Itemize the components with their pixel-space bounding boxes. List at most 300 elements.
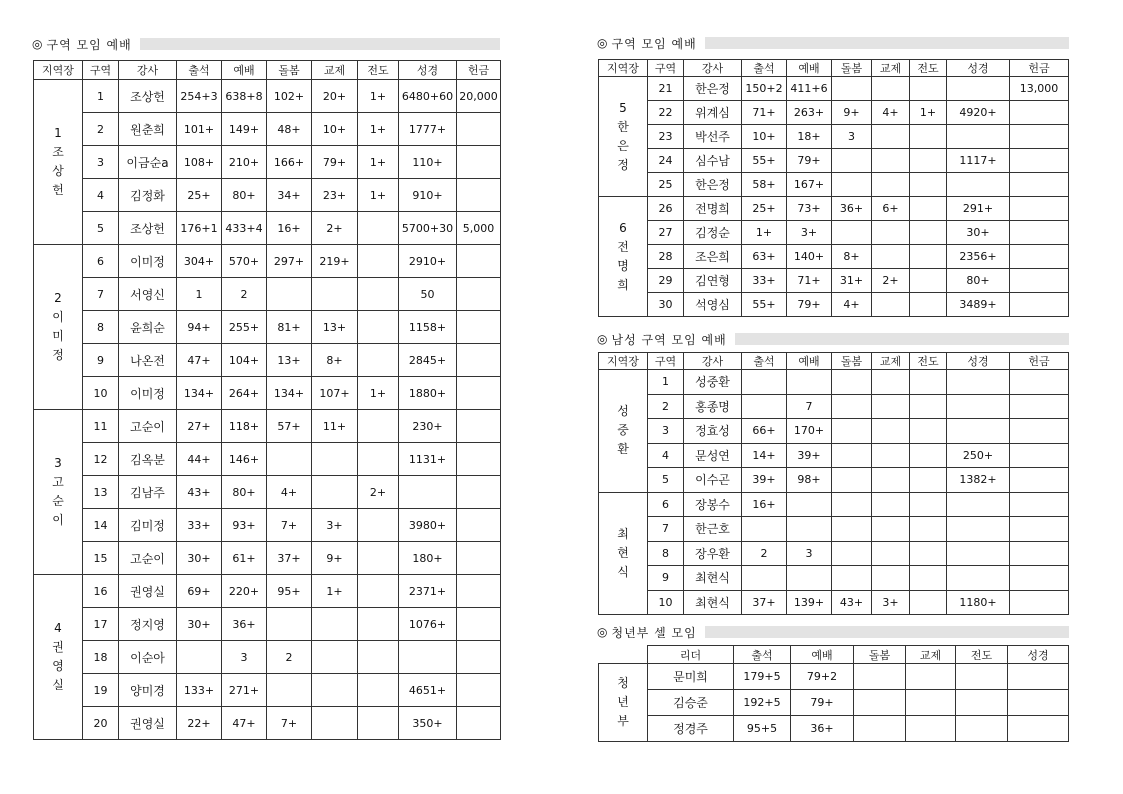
value-cell: [832, 173, 872, 197]
value-cell: 71+: [787, 269, 832, 293]
left-section-title: 구역 모임 예배: [46, 37, 132, 52]
value-cell: 230+: [399, 410, 457, 443]
district-cell: 14: [83, 509, 119, 542]
value-cell: [358, 443, 399, 476]
youth-section-header: [597, 625, 1069, 639]
district-cell: 18: [83, 641, 119, 674]
value-cell: 133+: [177, 674, 222, 707]
column-header: 헌금: [1010, 353, 1069, 370]
value-cell: 254+3: [177, 80, 222, 113]
district-cell: 25: [648, 173, 684, 197]
value-cell: 3980+: [399, 509, 457, 542]
region-label-char: 상: [52, 164, 64, 178]
value-cell: 134+: [177, 377, 222, 410]
table-row: [599, 370, 1069, 395]
men-section: [597, 332, 1069, 346]
value-cell: [910, 492, 947, 517]
district-cell: 5: [83, 212, 119, 245]
value-cell: 210+: [222, 146, 267, 179]
value-cell: [457, 443, 501, 476]
value-cell: [399, 641, 457, 674]
table-row: [599, 394, 1069, 419]
table-row: [34, 344, 501, 377]
men-table: [598, 352, 1069, 615]
value-cell: 4920+: [947, 101, 1010, 125]
table-row: [599, 541, 1069, 566]
leader-name-cell: 이미정: [119, 377, 177, 410]
value-cell: 39+: [787, 443, 832, 468]
value-cell: 63+: [742, 245, 787, 269]
region-label-char: 중: [617, 423, 629, 438]
youth-table: [598, 645, 1069, 742]
value-cell: [872, 293, 910, 317]
value-cell: 25+: [742, 197, 787, 221]
leader-name-cell: 문미희: [648, 664, 734, 690]
value-cell: 7+: [267, 509, 312, 542]
value-cell: 9+: [832, 101, 872, 125]
value-cell: 98+: [787, 468, 832, 493]
value-cell: 37+: [742, 590, 787, 615]
table-row: [34, 542, 501, 575]
value-cell: [947, 517, 1010, 542]
value-cell: [910, 293, 947, 317]
district-cell: 26: [648, 197, 684, 221]
leader-name-cell: 한은정: [684, 77, 742, 101]
value-cell: [457, 707, 501, 740]
column-header: 구역: [83, 61, 119, 80]
table-row: [599, 517, 1069, 542]
region-label-char: 년: [617, 695, 629, 709]
column-header: 지역장: [599, 353, 648, 370]
region-label-char: 한: [617, 119, 629, 134]
column-header: 교제: [906, 646, 956, 664]
region-leader-cell: [599, 77, 648, 197]
table-row: [599, 77, 1069, 101]
value-cell: 27+: [177, 410, 222, 443]
value-cell: 1117+: [947, 149, 1010, 173]
value-cell: [947, 125, 1010, 149]
value-cell: 1: [177, 278, 222, 311]
value-cell: [457, 509, 501, 542]
region-label-char: 전: [617, 239, 629, 254]
value-cell: [910, 149, 947, 173]
value-cell: 2+: [358, 476, 399, 509]
value-cell: [872, 492, 910, 517]
table-row: [599, 293, 1069, 317]
value-cell: 570+: [222, 245, 267, 278]
column-header: 강사: [684, 60, 742, 77]
value-cell: 1+: [312, 575, 358, 608]
value-cell: 1+: [358, 80, 399, 113]
value-cell: 93+: [222, 509, 267, 542]
district-cell: 30: [648, 293, 684, 317]
value-cell: [906, 664, 956, 690]
value-cell: 1131+: [399, 443, 457, 476]
value-cell: 7: [787, 394, 832, 419]
value-cell: [358, 641, 399, 674]
value-cell: [910, 221, 947, 245]
value-cell: 69+: [177, 575, 222, 608]
value-cell: [832, 394, 872, 419]
value-cell: 146+: [222, 443, 267, 476]
value-cell: 36+: [791, 716, 854, 742]
value-cell: 31+: [832, 269, 872, 293]
value-cell: 79+2: [791, 664, 854, 690]
value-cell: 6+: [872, 197, 910, 221]
value-cell: [312, 707, 358, 740]
value-cell: 2: [222, 278, 267, 311]
table-row: [34, 146, 501, 179]
value-cell: [1010, 293, 1069, 317]
leader-name-cell: 김옥분: [119, 443, 177, 476]
value-cell: [832, 517, 872, 542]
value-cell: 4+: [267, 476, 312, 509]
table-row: [34, 311, 501, 344]
value-cell: [358, 707, 399, 740]
column-header: 성경: [399, 61, 457, 80]
value-cell: 1777+: [399, 113, 457, 146]
value-cell: [910, 419, 947, 444]
leader-name-cell: 조은희: [684, 245, 742, 269]
value-cell: 102+: [267, 80, 312, 113]
value-cell: 166+: [267, 146, 312, 179]
value-cell: 433+4: [222, 212, 267, 245]
value-cell: [457, 377, 501, 410]
value-cell: 4+: [832, 293, 872, 317]
table-row: [599, 221, 1069, 245]
men-section-header: [597, 332, 1069, 346]
value-cell: [358, 344, 399, 377]
leader-name-cell: 김연형: [684, 269, 742, 293]
column-header: 출석: [742, 60, 787, 77]
district-cell: 7: [648, 517, 684, 542]
column-header: 헌금: [1010, 60, 1069, 77]
value-cell: [1010, 173, 1069, 197]
value-cell: [358, 212, 399, 245]
value-cell: [947, 566, 1010, 591]
region-label-char: 실: [52, 678, 64, 692]
value-cell: 80+: [947, 269, 1010, 293]
value-cell: 66+: [742, 419, 787, 444]
value-cell: 107+: [312, 377, 358, 410]
value-cell: 10+: [742, 125, 787, 149]
value-cell: [1010, 492, 1069, 517]
value-cell: [910, 370, 947, 395]
value-cell: [956, 690, 1008, 716]
youth-section-title: 청년부 셀 모임: [611, 625, 697, 640]
value-cell: [947, 394, 1010, 419]
value-cell: [457, 113, 501, 146]
value-cell: [358, 674, 399, 707]
district-cell: 22: [648, 101, 684, 125]
column-header: 성경: [947, 60, 1010, 77]
value-cell: [832, 443, 872, 468]
value-cell: [872, 394, 910, 419]
table-row: [34, 179, 501, 212]
column-header: 출석: [742, 353, 787, 370]
district-cell: 20: [83, 707, 119, 740]
column-header: 전도: [358, 61, 399, 80]
value-cell: [1010, 517, 1069, 542]
value-cell: [457, 575, 501, 608]
value-cell: 2356+: [947, 245, 1010, 269]
value-cell: 8+: [312, 344, 358, 377]
value-cell: 8+: [832, 245, 872, 269]
value-cell: 79+: [312, 146, 358, 179]
district-cell: 10: [648, 590, 684, 615]
value-cell: 1+: [910, 101, 947, 125]
leader-name-cell: 이순아: [119, 641, 177, 674]
value-cell: 79+: [787, 149, 832, 173]
region-label-char: 1: [54, 126, 62, 140]
district-cell: 2: [648, 394, 684, 419]
table-row: [599, 245, 1069, 269]
value-cell: [1010, 419, 1069, 444]
value-cell: 71+: [742, 101, 787, 125]
table-row: [34, 641, 501, 674]
value-cell: 3489+: [947, 293, 1010, 317]
value-cell: [832, 77, 872, 101]
leader-name-cell: 전명희: [684, 197, 742, 221]
table-row: [599, 492, 1069, 517]
value-cell: [1010, 370, 1069, 395]
region-leader-cell: [34, 80, 83, 245]
value-cell: [910, 77, 947, 101]
district-cell: 27: [648, 221, 684, 245]
men-section-title: 남성 구역 모임 예배: [611, 332, 727, 347]
title-bar: [735, 333, 1069, 345]
column-header: 강사: [684, 353, 742, 370]
title-bar: [140, 38, 500, 50]
leader-name-cell: 권영실: [119, 575, 177, 608]
leader-name-cell: 김승준: [648, 690, 734, 716]
value-cell: [910, 173, 947, 197]
value-cell: 304+: [177, 245, 222, 278]
value-cell: 30+: [177, 608, 222, 641]
leader-name-cell: 권영실: [119, 707, 177, 740]
value-cell: [872, 125, 910, 149]
district-cell: 28: [648, 245, 684, 269]
value-cell: [1010, 590, 1069, 615]
value-cell: 192+5: [734, 690, 791, 716]
value-cell: 2371+: [399, 575, 457, 608]
value-cell: [947, 419, 1010, 444]
value-cell: 47+: [222, 707, 267, 740]
youth-section: [597, 625, 1069, 639]
value-cell: 16+: [742, 492, 787, 517]
double-circle-icon: ◎: [597, 625, 608, 639]
value-cell: [358, 245, 399, 278]
region-label-char: 희: [617, 277, 629, 292]
region-label-char: 권: [52, 640, 64, 654]
value-cell: 13,000: [1010, 77, 1069, 101]
district-cell: 12: [83, 443, 119, 476]
leader-name-cell: 심수남: [684, 149, 742, 173]
value-cell: [1010, 101, 1069, 125]
column-header: 예배: [791, 646, 854, 664]
district-cell: 1: [648, 370, 684, 395]
value-cell: 1382+: [947, 468, 1010, 493]
district-cell: 3: [83, 146, 119, 179]
value-cell: [399, 476, 457, 509]
value-cell: [854, 664, 906, 690]
table-row: [34, 377, 501, 410]
value-cell: 37+: [267, 542, 312, 575]
value-cell: 176+1: [177, 212, 222, 245]
region-label-char: 성: [617, 404, 629, 419]
value-cell: 30+: [177, 542, 222, 575]
region-label-char: 순: [52, 494, 64, 508]
region-label-char: 미: [52, 329, 64, 343]
value-cell: [358, 311, 399, 344]
value-cell: 61+: [222, 542, 267, 575]
leader-name-cell: 원춘희: [119, 113, 177, 146]
value-cell: [787, 517, 832, 542]
value-cell: 2: [267, 641, 312, 674]
district-cell: 24: [648, 149, 684, 173]
value-cell: 80+: [222, 476, 267, 509]
value-cell: 2+: [872, 269, 910, 293]
table-row: [599, 468, 1069, 493]
table-row: [599, 690, 1069, 716]
value-cell: 101+: [177, 113, 222, 146]
value-cell: 18+: [787, 125, 832, 149]
value-cell: [457, 410, 501, 443]
district-cell: 9: [83, 344, 119, 377]
value-cell: [267, 608, 312, 641]
value-cell: [872, 566, 910, 591]
district-cell: 10: [83, 377, 119, 410]
value-cell: [312, 278, 358, 311]
table-row: [34, 575, 501, 608]
column-header: 예배: [787, 60, 832, 77]
table-row: [34, 509, 501, 542]
value-cell: [742, 566, 787, 591]
value-cell: [1010, 221, 1069, 245]
value-cell: [267, 443, 312, 476]
table-row: [34, 245, 501, 278]
value-cell: 55+: [742, 293, 787, 317]
value-cell: [1010, 269, 1069, 293]
value-cell: 1+: [358, 377, 399, 410]
value-cell: 255+: [222, 311, 267, 344]
column-header: 성경: [1008, 646, 1069, 664]
left-section: [32, 37, 500, 51]
district-cell: 7: [83, 278, 119, 311]
region-label-char: 정: [617, 157, 629, 172]
value-cell: 1180+: [947, 590, 1010, 615]
value-cell: 94+: [177, 311, 222, 344]
table-row: [34, 674, 501, 707]
table-row: [34, 80, 501, 113]
value-cell: 250+: [947, 443, 1010, 468]
value-cell: 43+: [177, 476, 222, 509]
region-label-char: 이: [52, 310, 64, 324]
region-label-char: 정: [52, 348, 64, 362]
column-header: 교제: [872, 60, 910, 77]
leader-name-cell: 김정화: [119, 179, 177, 212]
value-cell: 638+8: [222, 80, 267, 113]
column-header: 리더: [648, 646, 734, 664]
value-cell: [457, 179, 501, 212]
district-cell: 5: [648, 468, 684, 493]
value-cell: 13+: [267, 344, 312, 377]
value-cell: [1010, 566, 1069, 591]
value-cell: [832, 370, 872, 395]
region-label-char: 청: [617, 676, 629, 690]
value-cell: 3+: [312, 509, 358, 542]
table-row: [599, 149, 1069, 173]
value-cell: [910, 125, 947, 149]
table-row: [34, 443, 501, 476]
district-cell: 16: [83, 575, 119, 608]
district-cell: 3: [648, 419, 684, 444]
leader-name-cell: 위계심: [684, 101, 742, 125]
value-cell: 55+: [742, 149, 787, 173]
leader-name-cell: 한은정: [684, 173, 742, 197]
leader-name-cell: 문성연: [684, 443, 742, 468]
value-cell: [872, 221, 910, 245]
leader-name-cell: 장봉수: [684, 492, 742, 517]
region-label-char: 5: [619, 100, 627, 115]
table-row: [599, 664, 1069, 690]
region-label-char: 부: [617, 714, 629, 728]
value-cell: [1010, 541, 1069, 566]
value-cell: 2910+: [399, 245, 457, 278]
value-cell: [832, 221, 872, 245]
district-cell: 1: [83, 80, 119, 113]
value-cell: 57+: [267, 410, 312, 443]
value-cell: [872, 541, 910, 566]
value-cell: [1010, 125, 1069, 149]
value-cell: [910, 269, 947, 293]
table-row: [599, 269, 1069, 293]
value-cell: [832, 566, 872, 591]
value-cell: [457, 311, 501, 344]
title-bar: [705, 626, 1069, 638]
value-cell: 48+: [267, 113, 312, 146]
table-row: [599, 443, 1069, 468]
column-header: 출석: [734, 646, 791, 664]
double-circle-icon: ◎: [597, 36, 608, 50]
value-cell: [872, 370, 910, 395]
value-cell: [457, 344, 501, 377]
leader-name-cell: 조상헌: [119, 80, 177, 113]
value-cell: [956, 716, 1008, 742]
column-header: 구역: [648, 353, 684, 370]
value-cell: 23+: [312, 179, 358, 212]
value-cell: 150+2: [742, 77, 787, 101]
column-header: 돌봄: [832, 60, 872, 77]
leader-name-cell: 박선주: [684, 125, 742, 149]
right-top-section-header: [597, 36, 1069, 50]
region-leader-cell: [599, 370, 648, 493]
value-cell: 20,000: [457, 80, 501, 113]
value-cell: 5700+30: [399, 212, 457, 245]
value-cell: 7+: [267, 707, 312, 740]
value-cell: 291+: [947, 197, 1010, 221]
value-cell: 14+: [742, 443, 787, 468]
value-cell: 219+: [312, 245, 358, 278]
value-cell: 73+: [787, 197, 832, 221]
value-cell: 350+: [399, 707, 457, 740]
value-cell: [832, 149, 872, 173]
region-leader-cell: [599, 197, 648, 317]
value-cell: 2+: [312, 212, 358, 245]
region-label-char: 고: [52, 475, 64, 489]
district-cell: 4: [83, 179, 119, 212]
value-cell: [312, 443, 358, 476]
